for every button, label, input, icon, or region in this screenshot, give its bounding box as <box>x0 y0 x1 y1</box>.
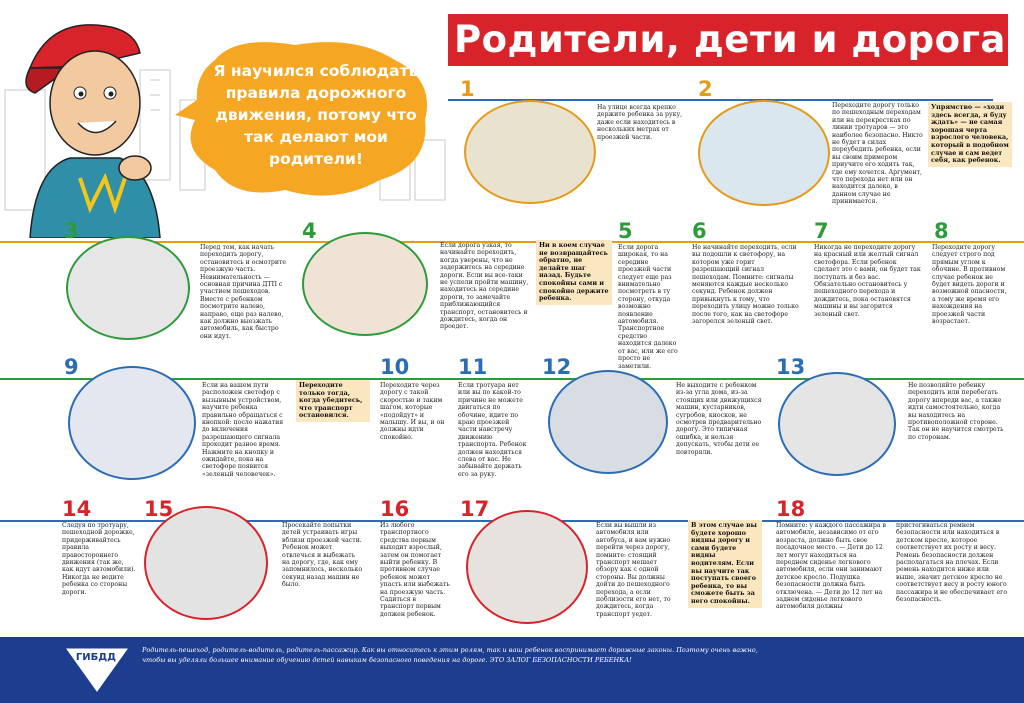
step-text: Просекайте попытки детей устраивать игры вблизи проезжей части. Ребенок может отвлечься и выбежать на дорогу, где, как ему запомнилось, несколько секунд назад машин не было. <box>282 522 363 589</box>
step-number: 14 <box>62 497 92 521</box>
step-illustration <box>464 100 596 204</box>
step-text: Не позволяйте ребенку переходить или перебегать дорогу впереди вас, а также идти самостоятельно, когда вы находитесь на противоположной стороне. Так он не научится смотреть по сторонам. <box>908 382 1004 441</box>
step-text: Если дорога узкая, то начинайте переходить, когда уверены, что не задержитесь на середине дороги. Если вы все-таки не успели пройти машину, находитесь на середине дороги, то замечайте приближающийся транспорт, остановитесь и дождитесь, когда он проедет. <box>440 242 529 331</box>
step-highlight: Ни в коем случае не возвращайтесь обратно, не делайте шаг назад. Будьте спокойны сами и спокойно держите ребенка. <box>536 240 612 305</box>
step-illustration <box>466 510 588 624</box>
step-illustration <box>144 506 268 620</box>
speech-bubble-text: Я научился соблюдать правила дорожного движения, потому что так делают мои родители! <box>213 62 419 168</box>
gibdd-logo-text: ГИБДД <box>75 652 117 663</box>
step-highlight: Переходите только тогда, когда убедитесь, что транспорт остановился. <box>296 380 370 422</box>
step-text: Переходите через дорогу с такой скоростью и таким шагом, которые «подойдут» и малышу. И вы, и он должны идти спокойно. <box>380 382 445 441</box>
step-text: Если вы вышли из автомобиля или автобуса, и вам нужно перейти через дорогу, помните: стоящий транспорт мешает обзору как с одной стороны. Вы должны дойти до пешеходного перехода, а если поблизости его нет, то дождитесь, когда транспорт уедет. <box>596 522 671 618</box>
step-number: 7 <box>814 219 829 243</box>
step-number: 12 <box>542 355 572 379</box>
step-illustration <box>68 366 196 480</box>
step-number: 3 <box>64 219 79 243</box>
boy-illustration <box>10 8 170 238</box>
step-text: Не выходите с ребенком из-за угла дома, из-за стоящих или движущихся машин, кустарников, сугробов, киосков, не осмотрев предварительно дорогу. Это типичная ошибка, и нельзя допускать, чтобы дети ее повторяли. <box>676 382 762 456</box>
step-text: Из любого транспортного средства первым выходит взрослый, затем он помогает выйти ребенку. В противном случае ребенок может упасть или выбежать на проезжую часть. Садиться в транспорт первым должен ребенок. <box>380 522 450 618</box>
step-number: 18 <box>776 497 806 521</box>
step-text: Не начинайте переходить, если вы подошли к светофору, на котором уже горит разрешающий сигнал пешеходам. Помните: сигналы меняются каждые несколько секунд. Ребенок должен привыкнуть к тому, что переходить улицу можно только после того, как на светофоре загорелся зеленый свет. <box>692 244 799 326</box>
step-illustration <box>66 236 190 340</box>
footer-text: Родитель-пешеход, родитель-водитель, родитель-пассажир. Как вы относитесь к этим ролям, так и ваш ребенок воспринимает дорожные законы. Поэтому очень важно, чтобы вы уделяли большее внимание обучению детей навыкам безопасного поведения на дороге. ЭТО ЗАЛОГ БЕЗОПАСНОСТИ РЕБЕНКА! <box>142 646 758 664</box>
step-number: 11 <box>458 355 488 379</box>
step-number: 10 <box>380 355 410 379</box>
step-text: Переходите дорогу следует строго под прямым углом к обочине. В противном случае ребенок не будет видеть дороги и возможной опасности, а тому же время его нахождения на проезжей части возрастает. <box>932 244 1007 326</box>
step-text: На улице всегда крепко держите ребенка за руку, даже если находитесь в нескольких метрах от проезжей части. <box>597 104 683 141</box>
step-text: Если дорога широкая, то на середине проезжей части следует еще раз внимательно посмотреть в ту сторону, откуда возможно появление автомобиля. Транспортное средство находится далеко от вас, или же его просто не заметили. <box>618 244 678 370</box>
step-text: Следуя по тротуару, пешеходной дорожке, придерживайтесь правила правостороннего движения (так же, как идут автомобили). Никогда не ведите ребенка со стороны дороги. <box>62 522 136 596</box>
step-text: Перед тем, как начать переходить дорогу, остановитесь и осмотрите проезжую часть. Невнимательность — основная причина ДТП с участием пешеходов. Вместе с ребенком посмотрите налево, направо, еще раз налево, как должно выезжать автомобиль, как быстро они идут. <box>200 244 287 340</box>
step-number: 13 <box>776 355 806 379</box>
step-number: 16 <box>380 497 410 521</box>
step-illustration <box>548 370 668 474</box>
step-number: 8 <box>934 219 949 243</box>
step-number: 1 <box>460 77 475 101</box>
step-illustration <box>698 100 830 206</box>
step-number: 2 <box>698 77 713 101</box>
step-text: Помните: у каждого пассажира в автомобиле, независимо от его возраста, должно быть свое посадочное место. — Дети до 12 лет могут находиться на переднем сиденье легкового автомобиля, если они занимают детское кресло. Подушка безопасности должна быть отключена. — Дети до 12 лет на заднем сиденье легкового автомобиля должны пристегиваться ремнем безопасности или находиться в детском кресле, которое соответствует их росту и весу. Ремень безопасности должен располагаться на плечах. Если ремень находится ниже или выше, значит детское кресло не соответствует весу и росту юного пассажира и не обеспечивает его безопасность. <box>776 522 1008 611</box>
step-illustration <box>778 372 896 476</box>
step-number: 15 <box>144 497 174 521</box>
step-number: 4 <box>302 219 317 243</box>
step-number: 17 <box>460 497 490 521</box>
step-number: 9 <box>64 355 79 379</box>
step-illustration <box>302 232 428 336</box>
step-highlight: Упрямство — «ходи здесь всегда, я буду ждать» — не самая хорошая черта взрослого человека, который в подобном случае и сам ведет себя, как ребенок. <box>928 102 1012 167</box>
step-text: Никогда не переходите дорогу на красный или желтый сигнал светофора. Если ребенок сделает это с вами, он будет так поступать и без вас. Обязательно остановитесь у пешеходного перехода и дождитесь, пока остановятся машины и вы загорится зеленый свет. <box>814 244 921 318</box>
step-highlight: В этом случае вы будете хорошо видны дорогу и сами будете видны водителям. Если вы научите так поступать своего ребенка, то вы сможете быть за него спокойны. <box>688 520 762 608</box>
step-number: 6 <box>692 219 707 243</box>
step-text: Переходите дорогу только по пешеходным переходам или на перекрестках по линии тротуаров — это наиболее безопасно. Никто не будет в силах переубедить ребенка, если вы своим примером приучите его ходить так, где ему хочется. Аргумент, что перехода нет или он находится далеко, в данном случае не принимается. <box>832 102 923 206</box>
step-text: Если на вашем пути расположен светофор с вызывным устройством, научите ребенка правильно обращаться с кнопкой: после нажатия до включения разрешающего сигнала проходит разное время. Нажмите на кнопку и ожидайте, пока на светофоре появится «зеленый человечек». <box>202 382 284 478</box>
page-title: Родители, дети и дорога <box>454 18 1006 61</box>
step-number: 5 <box>618 219 633 243</box>
step-text: Если тротуара нет или вы по какой-то причине не можете двигаться по обочине, идите по краю проезжей части навстречу движению транспорта. Ребенок должен находиться слева от вас. Не забывайте держать его за руку. <box>458 382 527 478</box>
